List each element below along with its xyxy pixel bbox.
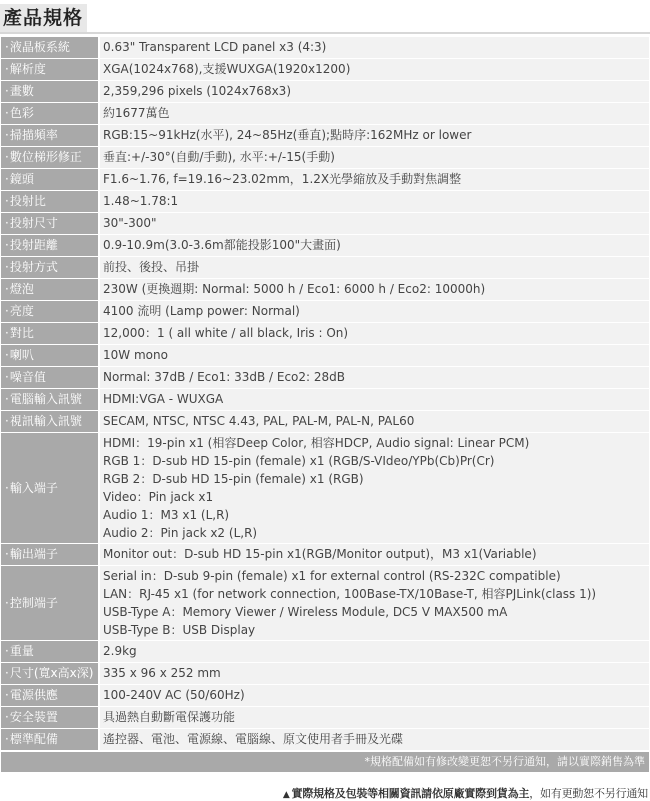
spec-value-line: RGB 2：D-sub HD 15-pin (female) x1 (RGB) xyxy=(103,472,364,486)
spec-row xyxy=(1,544,649,565)
spec-label xyxy=(1,411,98,432)
spec-value xyxy=(100,235,649,256)
spec-value-line: Audio 2：Pin jack x2 (L,R) xyxy=(103,526,258,540)
bullet-icon: · xyxy=(5,732,9,746)
spec-label-text: 控制端子 xyxy=(9,595,58,610)
spec-label xyxy=(1,544,98,565)
spec-value-line: F1.6~1.76, f=19.16~23.02mm，1.2X光學縮放及手動對焦調整 xyxy=(103,172,462,186)
spec-value xyxy=(100,389,649,410)
spec-label xyxy=(1,59,98,80)
spec-label xyxy=(1,257,98,278)
bullet-icon: · xyxy=(5,666,9,680)
spec-value xyxy=(100,125,649,146)
bullet-icon: · xyxy=(5,304,9,318)
spec-value xyxy=(100,301,649,322)
spec-value-line: LAN：RJ-45 x1 (for network connection, 100Base-TX/10Base-T, 相容PJLink(class 1)) xyxy=(103,587,597,601)
spec-row xyxy=(1,235,649,256)
spec-value xyxy=(100,566,649,640)
bullet-icon: · xyxy=(5,547,9,561)
spec-value-line: XGA(1024x768),支援WUXGA(1920x1200) xyxy=(103,62,351,76)
spec-label-text: 畫數 xyxy=(9,84,34,98)
spec-value-line: 10W mono xyxy=(103,348,168,362)
spec-label xyxy=(1,235,98,256)
spec-label xyxy=(1,81,98,102)
spec-value xyxy=(100,81,649,102)
spec-row xyxy=(1,81,649,102)
spec-label xyxy=(1,663,98,684)
spec-label xyxy=(1,279,98,300)
spec-row xyxy=(1,213,649,234)
spec-value-line: 230W (更換週期: Normal: 5000 h / Eco1: 6000 h / Eco2: 10000h) xyxy=(103,282,486,296)
bullet-icon: · xyxy=(5,106,9,120)
spec-value xyxy=(100,103,649,124)
spec-label-text: 投射尺寸 xyxy=(9,216,58,230)
spec-note: *規格配備如有修改變更恕不另行通知，請以實際銷售為準 xyxy=(364,755,645,768)
spec-row xyxy=(1,37,649,58)
spec-row xyxy=(1,125,649,146)
bullet-icon: · xyxy=(5,282,9,296)
bullet-icon: · xyxy=(5,172,9,186)
spec-value-line: RGB:15~91kHz(水平), 24~85Hz(垂直);點時序:162MHz or lower xyxy=(103,128,472,142)
spec-label-text: 輸出端子 xyxy=(9,547,58,561)
spec-value-line: 1.48~1.78:1 xyxy=(103,194,179,208)
spec-row xyxy=(1,566,649,640)
spec-label xyxy=(1,191,98,212)
section-title: 產品規格 xyxy=(0,4,87,32)
bullet-icon: · xyxy=(5,150,9,164)
spec-value-line: 具過熱自動斷電保護功能 xyxy=(103,710,236,724)
spec-label-text: 亮度 xyxy=(9,304,34,318)
spec-row xyxy=(1,323,649,344)
spec-note-bar xyxy=(1,752,649,772)
spec-row xyxy=(1,663,649,684)
spec-label-text: 標準配備 xyxy=(9,732,58,746)
spec-value-line: USB-Type B：USB Display xyxy=(103,623,256,637)
spec-label-text: 鏡頭 xyxy=(9,172,34,186)
spec-label xyxy=(1,125,98,146)
spec-value-line: USB-Type A：Memory Viewer / Wireless Module, DC5 V MAX500 mA xyxy=(103,605,508,619)
spec-row xyxy=(1,729,649,750)
spec-value-line: Serial in：D-sub 9-pin (female) x1 for external control (RS-232C compatible) xyxy=(103,569,561,583)
spec-value-line: 335 x 96 x 252 mm xyxy=(103,666,221,680)
spec-value xyxy=(100,147,649,168)
spec-value-line: 0.9-10.9m(3.0-3.6m都能投影100"大畫面) xyxy=(103,238,341,252)
spec-value-line: 垂直:+/-30°(自動/手動), 水平:+/-15(手動) xyxy=(103,150,335,164)
spec-row xyxy=(1,389,649,410)
triangle-icon: ▲ xyxy=(282,790,290,800)
spec-value xyxy=(100,257,649,278)
spec-value xyxy=(100,367,649,388)
section-header xyxy=(0,0,650,34)
spec-value xyxy=(100,433,649,543)
spec-value-line: 約1677萬色 xyxy=(103,106,170,120)
spec-value xyxy=(100,663,649,684)
bullet-icon: · xyxy=(5,348,9,362)
bullet-icon: · xyxy=(5,688,9,702)
spec-value xyxy=(100,345,649,366)
bullet-icon: · xyxy=(5,710,9,724)
bullet-icon: · xyxy=(5,644,9,658)
spec-row xyxy=(1,169,649,190)
spec-table xyxy=(1,36,649,751)
spec-label-text: 安全裝置 xyxy=(9,710,58,724)
spec-label-text: 對比 xyxy=(9,326,34,340)
spec-label-text: 數位梯形修正 xyxy=(9,150,82,164)
bullet-icon: · xyxy=(5,370,9,384)
spec-label xyxy=(1,685,98,706)
spec-label-text: 視訊輸入訊號 xyxy=(9,414,82,428)
spec-label xyxy=(1,345,98,366)
spec-value xyxy=(100,213,649,234)
spec-label xyxy=(1,707,98,728)
spec-value xyxy=(100,411,649,432)
spec-label xyxy=(1,301,98,322)
spec-value xyxy=(100,169,649,190)
spec-value xyxy=(100,37,649,58)
spec-value-line: Normal: 37dB / Eco1: 33dB / Eco2: 28dB xyxy=(103,370,346,384)
spec-row xyxy=(1,707,649,728)
spec-label xyxy=(1,389,98,410)
spec-value-line: 前投、後投、吊掛 xyxy=(103,260,200,274)
spec-label xyxy=(1,729,98,750)
spec-value-line: 100-240V AC (50/60Hz) xyxy=(103,688,245,702)
spec-label-text: 電腦輸入訊號 xyxy=(9,392,82,406)
spec-table-body xyxy=(1,37,649,750)
spec-row xyxy=(1,191,649,212)
spec-value xyxy=(100,707,649,728)
spec-label-text: 燈泡 xyxy=(9,282,34,296)
bullet-icon: · xyxy=(5,62,9,76)
spec-label xyxy=(1,147,98,168)
spec-label-text: 掃描頻率 xyxy=(9,128,58,142)
spec-label xyxy=(1,641,98,662)
spec-value-line: HDMI：19-pin x1 (相容Deep Color, 相容HDCP, Audio signal: Linear PCM) xyxy=(103,436,530,450)
spec-label xyxy=(1,323,98,344)
spec-row xyxy=(1,411,649,432)
bullet-icon: · xyxy=(5,128,9,142)
spec-label xyxy=(1,433,98,543)
spec-label-text: 投射比 xyxy=(9,194,46,208)
spec-value-line: 12,000：1 ( all white / all black, Iris : On) xyxy=(103,326,349,340)
spec-label xyxy=(1,566,98,640)
bullet-icon: · xyxy=(5,414,9,428)
disclaimer-rest: ，如有更動恕不另行通知 xyxy=(529,787,648,800)
spec-label-text: 電源供應 xyxy=(9,688,58,702)
spec-row xyxy=(1,103,649,124)
spec-label xyxy=(1,37,98,58)
spec-value-line: 30"-300" xyxy=(103,216,157,230)
spec-value-line: 2,359,296 pixels (1024x768x3) xyxy=(103,84,291,98)
bullet-icon: · xyxy=(5,216,9,230)
spec-label-text: 輸入端子 xyxy=(9,480,58,495)
bullet-icon: · xyxy=(5,84,9,98)
spec-label xyxy=(1,103,98,124)
spec-value xyxy=(100,544,649,565)
spec-value-line: Audio 1：M3 x1 (L,R) xyxy=(103,508,230,522)
spec-value xyxy=(100,729,649,750)
title-divider xyxy=(0,32,650,34)
spec-value xyxy=(100,685,649,706)
disclaimer xyxy=(283,785,648,801)
spec-value-line: 2.9kg xyxy=(103,644,137,658)
spec-value-line: Video：Pin jack x1 xyxy=(103,490,214,504)
spec-row xyxy=(1,301,649,322)
spec-value-line: SECAM, NTSC, NTSC 4.43, PAL, PAL-M, PAL-N, PAL60 xyxy=(103,414,415,428)
spec-value xyxy=(100,323,649,344)
spec-label xyxy=(1,213,98,234)
spec-row xyxy=(1,433,649,543)
bullet-icon: · xyxy=(5,480,9,495)
spec-value-line: RGB 1：D-sub HD 15-pin (female) x1 (RGB/S-VIdeo/YPb(Cb)Pr(Cr) xyxy=(103,454,495,468)
spec-label xyxy=(1,367,98,388)
spec-row xyxy=(1,345,649,366)
spec-row xyxy=(1,685,649,706)
spec-value-line: Monitor out：D-sub HD 15-pin x1(RGB/Monitor output)，M3 x1(Variable) xyxy=(103,547,537,561)
spec-row xyxy=(1,59,649,80)
spec-row xyxy=(1,367,649,388)
spec-label-text: 解析度 xyxy=(9,62,46,76)
spec-value xyxy=(100,641,649,662)
spec-value-line: 4100 流明 (Lamp power: Normal) xyxy=(103,304,300,318)
spec-row xyxy=(1,147,649,168)
spec-label-text: 重量 xyxy=(9,644,34,658)
spec-label-text: 噪音值 xyxy=(9,370,46,384)
disclaimer-bold: 實際規格及包裝等相關資訊請依原廠實際到貨為主 xyxy=(291,787,530,800)
spec-label-text: 投射距離 xyxy=(9,238,58,252)
spec-row xyxy=(1,641,649,662)
spec-row xyxy=(1,257,649,278)
spec-row xyxy=(1,279,649,300)
spec-value-line: 遙控器、電池、電源線、電腦線、原文使用者手冊及光碟 xyxy=(103,732,404,746)
spec-label-text: 色彩 xyxy=(9,106,34,120)
spec-value xyxy=(100,191,649,212)
bullet-icon: · xyxy=(5,40,9,54)
spec-value-line: 0.63" Transparent LCD panel x3 (4:3) xyxy=(103,40,327,54)
spec-value xyxy=(100,279,649,300)
spec-label xyxy=(1,169,98,190)
spec-label-text: 投射方式 xyxy=(9,260,58,274)
spec-label-text: 喇叭 xyxy=(9,348,34,362)
bullet-icon: · xyxy=(5,260,9,274)
spec-value-line: HDMI:VGA - WUXGA xyxy=(103,392,224,406)
bullet-icon: · xyxy=(5,326,9,340)
bullet-icon: · xyxy=(5,238,9,252)
bullet-icon: · xyxy=(5,392,9,406)
spec-label-text: 液晶板系統 xyxy=(9,40,70,54)
bullet-icon: · xyxy=(5,194,9,208)
bullet-icon: · xyxy=(5,595,9,610)
spec-value xyxy=(100,59,649,80)
spec-label-text: 尺寸(寬x高x深) xyxy=(9,666,94,680)
